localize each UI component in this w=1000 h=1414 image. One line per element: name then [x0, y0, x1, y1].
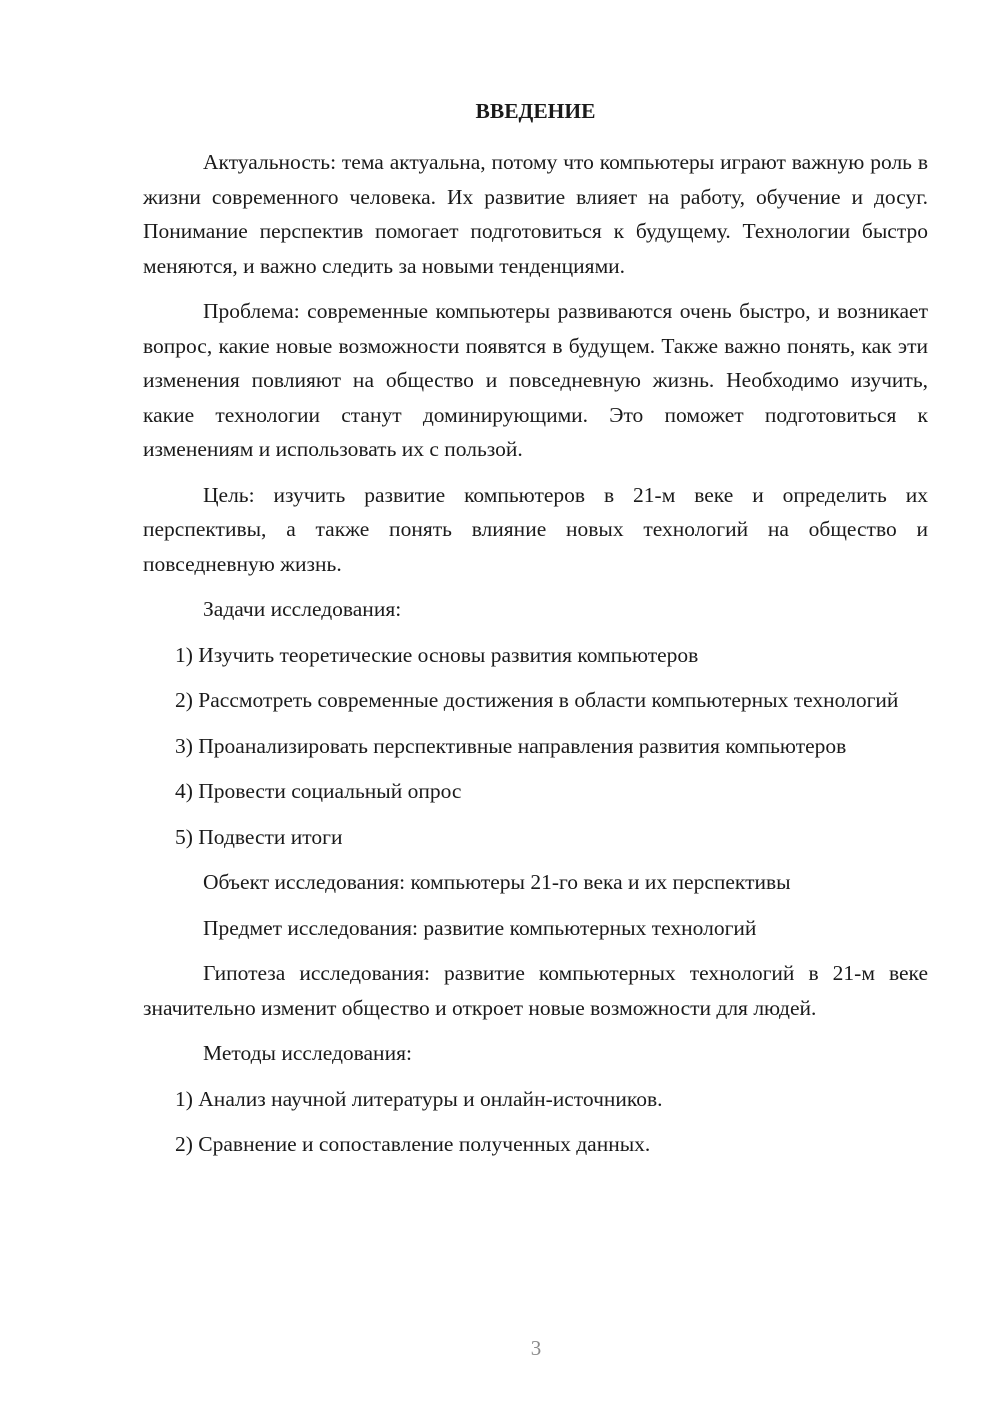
problem-paragraph: Проблема: современные компьютеры развиваются очень быстро, и возникает вопрос, какие новые возможности появятся в будущем. Также важно понять, как эти изменения повлияют на общество и повседневную жизнь. Необходимо изучить, какие технологии станут доминирующими. Это поможет подготовиться к изменениям и использовать их с пользой. — [143, 299, 928, 461]
task-item: 4) Провести социальный опрос — [175, 779, 462, 803]
page-content — [143, 96, 928, 1173]
section-title: ВВЕДЕНИЕ — [475, 99, 596, 123]
relevance-paragraph: Актуальность: тема актуальна, потому что компьютеры играют важную роль в жизни современного человека. Их развитие влияет на работу, обучение и досуг. Понимание перспектив помогает подготовиться к будущему. Технологии быстро меняются, и важно следить за новыми тенденциями. — [143, 150, 928, 278]
task-item: 3) Проанализировать перспективные направления развития компьютеров — [175, 733, 847, 758]
methods-heading: Методы исследования: — [203, 1041, 412, 1065]
method-item: 1) Анализ научной литературы и онлайн-источников. — [175, 1086, 663, 1111]
task-item: 1) Изучить теоретические основы развития компьютеров — [175, 642, 699, 667]
hypothesis-paragraph: Гипотеза исследования: развитие компьютерных технологий в 21-м веке значительно изменит общество и откроет новые возможности для людей. — [143, 961, 928, 1020]
page-number: 3 — [530, 1336, 542, 1360]
object-paragraph: Объект исследования: компьютеры 21-го века и их перспективы — [203, 870, 791, 894]
tasks-heading: Задачи исследования: — [203, 597, 402, 621]
task-item: 2) Рассмотреть современные достижения в области компьютерных технологий — [175, 688, 899, 712]
task-item: 5) Подвести итоги — [175, 824, 343, 849]
goal-paragraph: Цель: изучить развитие компьютеров в 21-м веке и определить их перспективы, а также понять влияние новых технологий на общество и повседневную жизнь. — [143, 482, 928, 576]
subject-paragraph: Предмет исследования: развитие компьютерных технологий — [203, 915, 757, 940]
method-item: 2) Сравнение и сопоставление полученных данных. — [175, 1132, 651, 1156]
